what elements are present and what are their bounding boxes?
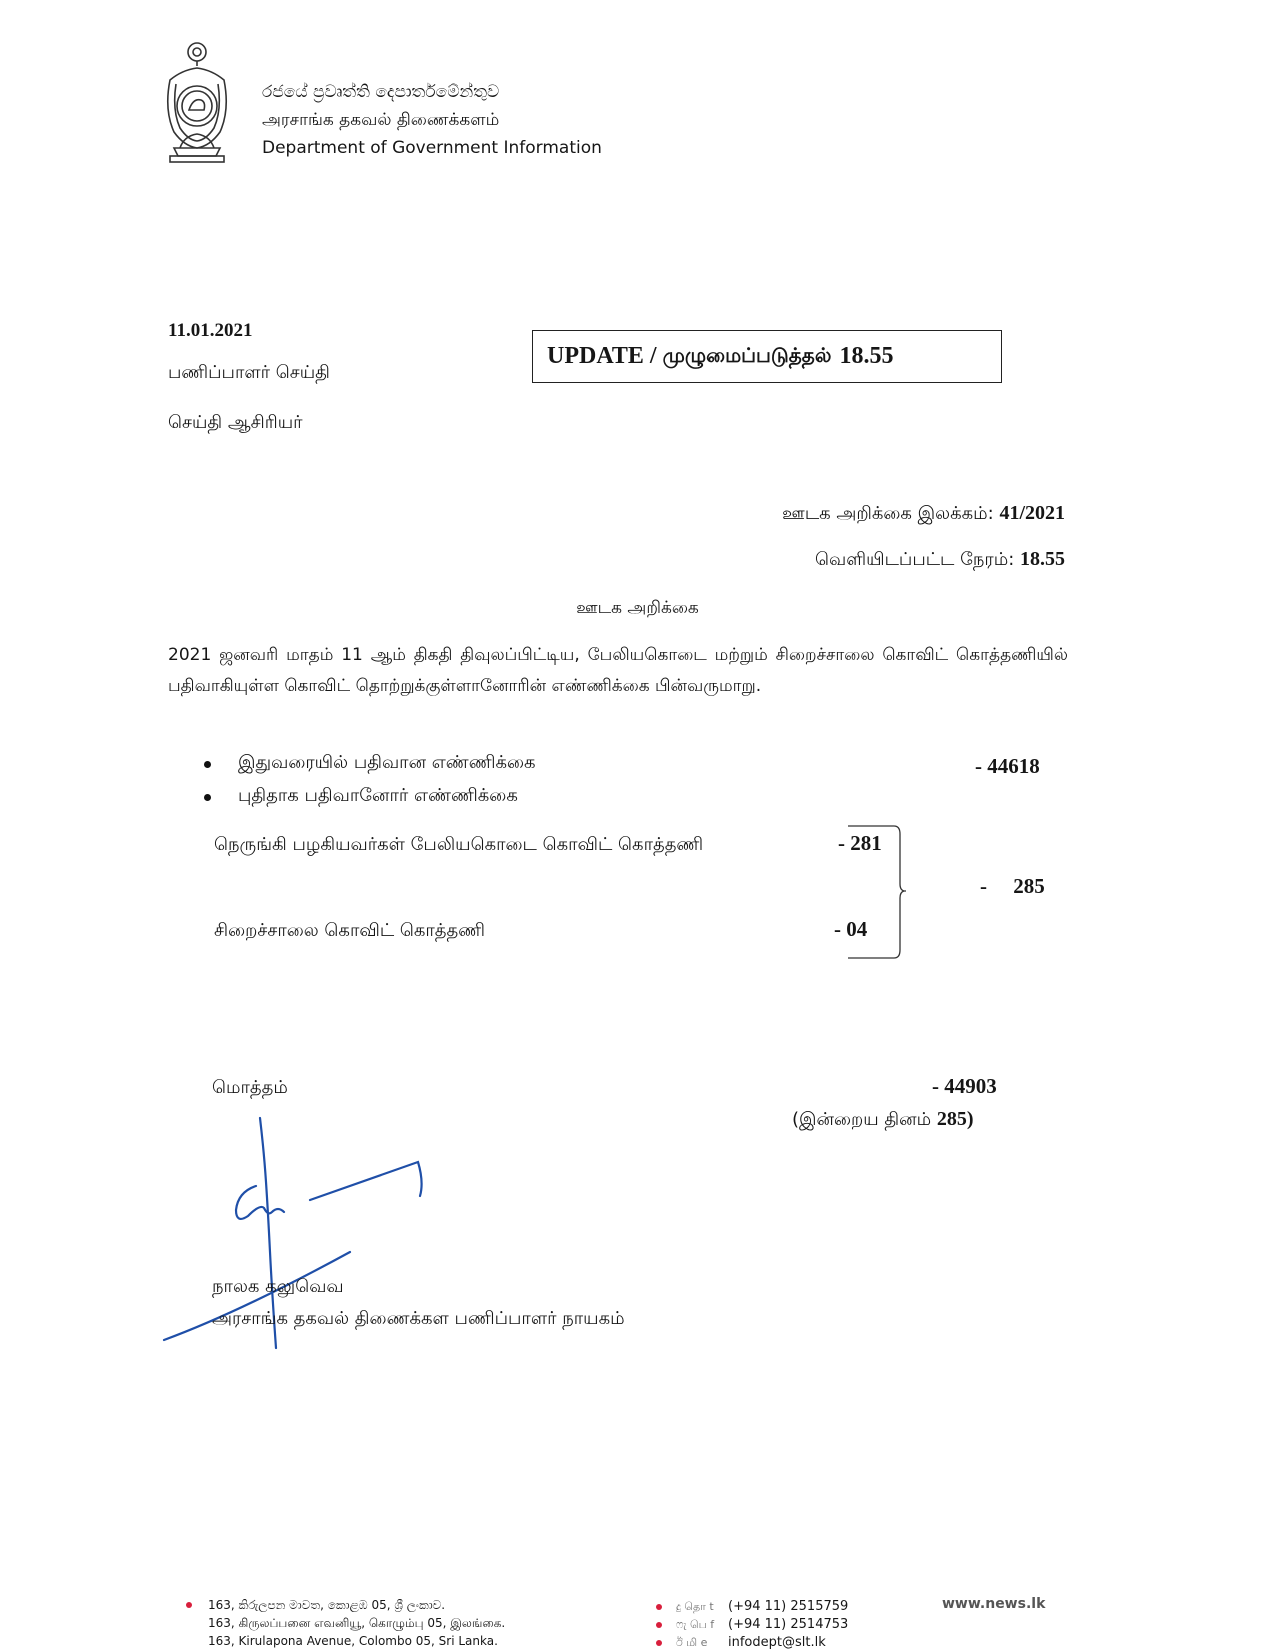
recipient-line-1: பணிப்பாளர் செய்தி bbox=[168, 362, 330, 383]
contact-phone: දු தொ t (+94 11) 2515759 bbox=[656, 1598, 848, 1616]
list-item bbox=[200, 785, 536, 818]
bullet-list bbox=[200, 752, 536, 818]
org-name-english: Department of Government Information bbox=[262, 138, 602, 158]
contact-fax: ෆැ பெ f (+94 11) 2514753 bbox=[656, 1616, 848, 1634]
sri-lanka-emblem-icon bbox=[156, 40, 238, 164]
list-item bbox=[200, 752, 536, 785]
update-tamil: முழுமைப்படுத்தல் bbox=[662, 343, 832, 367]
subitem-value: - 281 bbox=[838, 831, 882, 855]
update-box bbox=[532, 330, 1002, 383]
address-line: 163, කිරුලපන මාවත, කොළඹ 05, ශ්‍රී ලංකාව. bbox=[186, 1596, 505, 1614]
release-number-value: 41/2021 bbox=[999, 502, 1065, 524]
subitem-value: - 04 bbox=[834, 917, 868, 941]
recipient-line-2: செய்தி ஆசிரியர் bbox=[168, 412, 303, 433]
bullet-dot bbox=[656, 1640, 662, 1646]
footer-website: www.news.lk bbox=[942, 1596, 1046, 1612]
release-time bbox=[815, 548, 1065, 572]
total-label: மொத்தம் bbox=[212, 1077, 288, 1098]
release-number-label: ஊடக அறிக்கை இலக்கம்: bbox=[782, 503, 994, 524]
update-separator: / bbox=[649, 343, 657, 369]
address-line: 163, Kirulapona Avenue, Colombo 05, Sri Lanka. bbox=[208, 1634, 498, 1648]
bullet-dot bbox=[656, 1622, 662, 1628]
today-note-value: 285) bbox=[936, 1108, 974, 1130]
footer-contacts bbox=[656, 1598, 848, 1652]
document-heading: ஊடக அறிக்கை bbox=[576, 598, 699, 618]
total-value: - 44903 bbox=[932, 1074, 997, 1098]
bullet-dot bbox=[204, 761, 211, 768]
subitem-label: நெருங்கி பழகியவர்கள் பேலியகொடை கொவிட் கொத்தணி bbox=[214, 834, 704, 855]
bracket-icon bbox=[846, 824, 906, 960]
org-name-sinhala: රජයේ ප්‍රවෘත්ති දෙපාර්තමේන්තුව bbox=[262, 82, 500, 102]
bullet-dot bbox=[186, 1602, 192, 1608]
footer-address bbox=[186, 1596, 505, 1650]
release-time-label: வெளியிடப்பட்ட நேரம்: bbox=[814, 549, 1015, 570]
document-date: 11.01.2021 bbox=[168, 320, 253, 341]
org-name-tamil: அரசாங்க தகவல் திணைக்களம் bbox=[262, 110, 500, 130]
today-note-prefix: (இன்றைய தினம் bbox=[792, 1109, 932, 1130]
release-time-value: 18.55 bbox=[1020, 548, 1065, 570]
update-time: 18.55 bbox=[839, 343, 894, 369]
bullet-label: இதுவரையில் பதிவான எண்ணிக்கை bbox=[238, 752, 536, 773]
today-note bbox=[792, 1108, 974, 1132]
signer-title: அரசாங்க தகவல் திணைக்கள பணிப்பாளர் நாயகம் bbox=[212, 1308, 625, 1329]
contact-email: ඊ மி e infodept@slt.lk bbox=[656, 1634, 848, 1652]
body-paragraph: 2021 ஜனவரி மாதம் 11 ஆம் திகதி திவுலப்பிட்டிய, பேலியகொடை மற்றும் சிறைச்சாலை கொவிட் கொத்தணியில் பதிவாகியுள்ள கொவிட் தொற்றுக்குள்ளானோரின் எண்ணிக்கை பின்வருமாறு. bbox=[168, 645, 1068, 696]
group-total: - 285 bbox=[980, 874, 1045, 898]
bullet-dot bbox=[204, 794, 211, 801]
update-label: UPDATE bbox=[547, 343, 644, 369]
bullet-dot bbox=[656, 1604, 662, 1610]
bullet-value: - 44618 bbox=[975, 754, 1040, 778]
signer-name: நாலக கலுவெவ bbox=[212, 1276, 344, 1297]
subitem-label: சிறைச்சாலை கொவிட் கொத்தணி bbox=[214, 920, 486, 941]
bullet-label: புதிதாக பதிவானோர் எண்ணிக்கை bbox=[238, 785, 518, 806]
release-number bbox=[782, 502, 1065, 526]
address-line: 163, கிருலப்பனை எவனியூ, கொழும்பு 05, இலங்கை. bbox=[208, 1616, 506, 1630]
